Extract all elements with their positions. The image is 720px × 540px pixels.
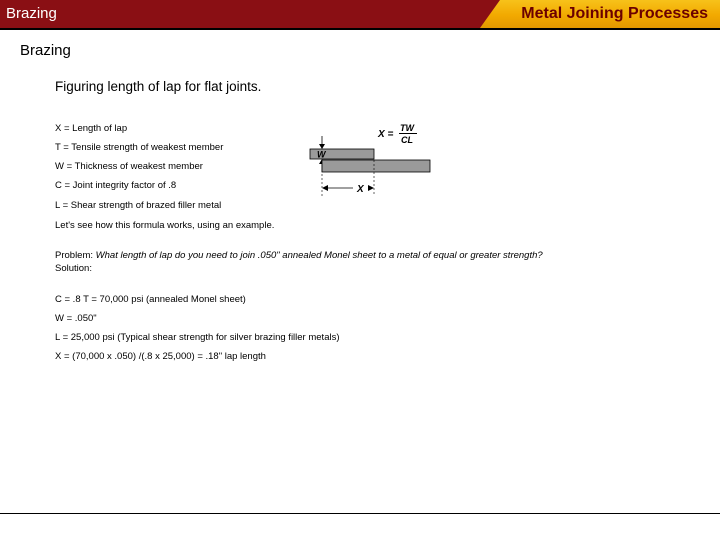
header-left-title: Brazing bbox=[6, 5, 57, 22]
problem-question: What length of lap do you need to join .050" annealed Monel sheet to a metal of equal or greater strength? bbox=[95, 250, 543, 261]
x-label: X bbox=[357, 184, 364, 195]
subtitle: Figuring length of lap for flat joints. bbox=[55, 79, 262, 94]
intro-text: Let's see how this formula works, using an example. bbox=[55, 220, 275, 231]
formula-lhs: X = bbox=[378, 129, 394, 140]
step-1: C = .8 T = 70,000 psi (annealed Monel sheet) bbox=[55, 294, 246, 305]
section-title: Brazing bbox=[20, 42, 71, 59]
solution-label: Solution: bbox=[55, 263, 92, 274]
problem-statement bbox=[55, 250, 543, 261]
definition-w: W = Thickness of weakest member bbox=[55, 161, 203, 172]
header-divider bbox=[0, 28, 720, 30]
step-2: W = .050" bbox=[55, 313, 97, 324]
x-arrow-right-icon bbox=[368, 185, 374, 191]
x-arrow-left-icon bbox=[322, 185, 328, 191]
lower-plate bbox=[322, 160, 430, 172]
formula-numerator: TW bbox=[400, 123, 414, 133]
footer-divider bbox=[0, 513, 720, 514]
definition-t: T = Tensile strength of weakest member bbox=[55, 142, 224, 153]
definition-x: X = Length of lap bbox=[55, 123, 128, 134]
step-3: L = 25,000 psi (Typical shear strength for silver brazing filler metals) bbox=[55, 332, 340, 343]
definition-c: C = Joint integrity factor of .8 bbox=[55, 180, 177, 191]
problem-label: Problem: bbox=[55, 250, 96, 261]
formula-denominator: CL bbox=[401, 135, 413, 145]
definition-l: L = Shear strength of brazed filler metal bbox=[55, 200, 222, 211]
header-right-title: Metal Joining Processes bbox=[521, 5, 708, 22]
lap-joint-diagram bbox=[308, 118, 438, 203]
w-arrow-down-icon bbox=[319, 144, 325, 149]
header-bar bbox=[0, 0, 720, 28]
step-4: X = (70,000 x .050) /(.8 x 25,000) = .18" lap length bbox=[55, 351, 266, 362]
w-label: W bbox=[317, 149, 326, 160]
